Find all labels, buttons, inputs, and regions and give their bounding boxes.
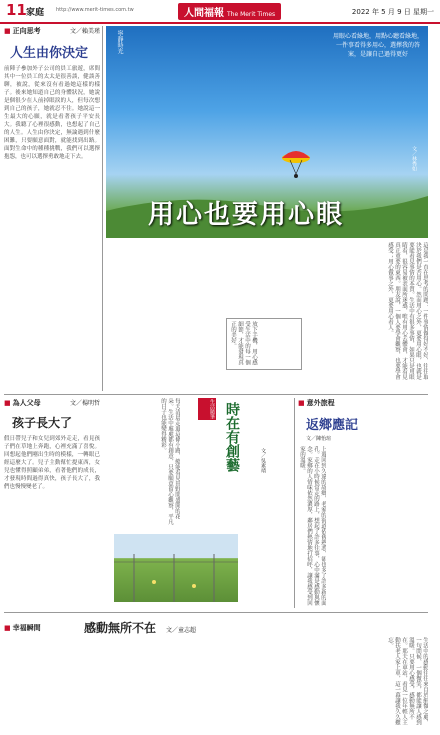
article2-author: 文／楊明哲	[69, 400, 100, 407]
column-divider-2	[294, 398, 295, 608]
section-name: 家庭	[26, 8, 45, 18]
section-rule	[4, 394, 428, 395]
hero-column-badge: 寧靜時光	[116, 30, 123, 54]
article3-body: 每天清晨走過這條小路，總能看見田野間盛開的花朵。生活中處處都有創意，只要願意留心觀察，平凡的日子也能變得精彩。	[160, 398, 180, 525]
article-creative-time	[110, 398, 290, 608]
issue-date: 2022 年 5 月 9 日 星期一	[351, 8, 434, 16]
article-homecoming	[298, 398, 428, 608]
article5-title: 感動無所不在	[84, 621, 157, 635]
article-life-decision	[4, 26, 100, 391]
article5-rubric: ■ 幸福瞬間	[4, 624, 41, 632]
article1-body: 前陣子參加外子公司的員工旅遊，席間其中一位員工的太太是很善談，健談善聊，被說，從來沒有看過她這樣的樣子。後來她知道自己的身體狀況，她說是個很少在人前掉眼淚的人，但每次想到自己的孩子，她就忍不住。她說這一生最大的心願，就是看著孩子平安長大。我聽了心裡很感動，也想起了自己的人生。人生由你決定，無論遇到什麼困難，只要願意面對，就能找到出路。面對生命中的種種挑戰，我們可以選擇抱怨，也可以選擇勇敢地走下去。	[4, 66, 100, 160]
field-fence-illustration	[114, 534, 238, 602]
article-touching-moments	[4, 615, 428, 731]
site-url[interactable]: http://www.merit-times.com.tw	[56, 7, 134, 13]
article2-body: 假日帶兒子和女兒到郊外走走，看見孩子們在草地上奔跑，心裡充滿了喜悅。回想起他們剛出生時的模樣，一轉眼已經這麼大了。兒子主動幫忙提東西，女兒也懂得照顧弟弟，看著他們的成長，才發現時間過得真快，孩子長大了，我們也慢慢變老了。	[4, 436, 100, 490]
article2-title: 孩子長大了	[12, 416, 73, 430]
hero-author: 文／林秀如	[411, 146, 417, 171]
article4-author: 文／陳怡瑄	[306, 436, 332, 442]
hero-story-body: 這是我一直在思考的問題：一件事情做得好不好，往往取決於我們是否用心。然而用心之外，更要用心眼，也就是要能看見事情的本質。生活中有很多事情，如果只是用眼睛看，很容易被表面所迷惑，唯有用心去體會，才能看見真正重要的東西。朋友說，一個人要學會觀察，也要學會感受；用心做事之外，更要用心看人。	[387, 242, 428, 380]
article-child-grown	[4, 398, 100, 608]
page-number: 11	[6, 1, 27, 19]
masthead-en: The Merit Times	[227, 11, 276, 18]
article5-author: 文／童志超	[166, 627, 197, 634]
article3-title: 時在有創藝	[224, 402, 240, 472]
article5-body: 生活中的感動往往來自於細微之處，一句問候、一個微笑，都能讓人感到溫暖。只要用心感受，感動無所不在。那天在車站，看見一位年輕人主動扶老人家上車，這一幕讓我久久難忘。	[387, 637, 428, 725]
article1-author: 文／賴美瑾	[69, 28, 100, 35]
pull-quote-text: 放下手機，用心感受生活中的每一個細節，才能發現真正的美好。	[230, 321, 257, 365]
article3-author: 文／吳素靖	[260, 448, 266, 473]
article4-rubric: ■ 意外旅程	[298, 398, 428, 408]
hero-photo	[106, 26, 428, 238]
article1-rubric: ■ 正向思考	[4, 26, 41, 36]
article3-column-badge: 生活隨筆	[198, 398, 216, 420]
article4-body: 上週回到久違的故鄉，老家的街道依舊熟悉，卻也多了許多新的面孔。走在小時候常走的路上，想起了許多往事，心中滿是感動與懷念。家鄉的人情味依然濃厚，鄰居們熱情地打招呼，讓我感受到回家的溫暖。	[299, 446, 326, 606]
article2-rubric: ■ 為人父母	[4, 398, 41, 408]
masthead-cn: 人間福報	[184, 8, 224, 19]
article1-title: 人生由你決定	[10, 46, 89, 61]
section-rule-2	[4, 612, 428, 613]
article3-photo	[114, 534, 238, 602]
hero-pull-quote	[226, 318, 302, 370]
column-divider	[102, 26, 103, 391]
hero-tagline: 用眼心看綠地，用點心聽看綠地，一件事看得多用心，選擇我的答案，是讓自己過得更好	[332, 33, 423, 58]
hero-title: 用心也要用心眼	[148, 200, 345, 230]
page-header	[0, 0, 440, 24]
masthead-logo	[178, 3, 281, 20]
article4-title: 返鄉應記	[306, 418, 359, 433]
